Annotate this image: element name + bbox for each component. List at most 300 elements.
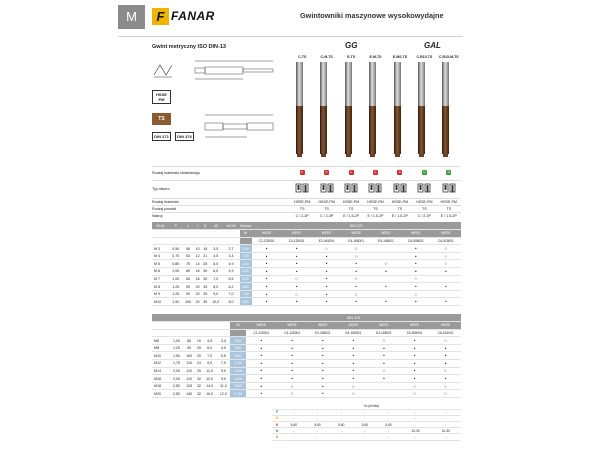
availability-mark: • [312,252,342,260]
vc-value: - [282,409,306,415]
availability-mark: • [341,268,371,276]
grade-label: WEEE [430,322,461,330]
cell-value: 15,50 [230,382,246,390]
cell-value: M 9 [152,290,169,298]
cell-value: TS [348,206,354,211]
availability-mark: • [341,260,371,268]
tool-tip [346,154,351,157]
material-icon: K [350,170,353,174]
availability-mark: • [252,290,282,298]
cell-value: 30 [203,276,208,281]
availability-mark: • [341,298,371,306]
tool-flute [345,106,352,154]
cell-value: 56 [182,245,193,253]
cell-value: 140 [183,390,195,398]
availability-mark: • [246,352,277,360]
availability-mark: • [399,367,430,375]
availability-mark [371,275,401,283]
availability-mark: ○ [369,367,400,375]
tool-shank [345,62,352,106]
cell-value: 16,0 [203,390,217,398]
grade-label: WEEE [338,322,369,330]
cell-value: 100 [182,298,193,306]
availability-mark: • [338,352,369,360]
cell-value: 19 [196,338,201,343]
grade-label: WEEE [369,322,400,330]
vc-value: - [431,422,461,428]
row-tool-mat: Rodzaj materiału HSSE-PM HSSE-PM HSSE-PM HSSE-PM HSSE-PM HSSE-PM HSSE-PM [152,198,461,204]
cell-value: 12,0 [217,390,231,398]
cell-value: 4,9 [222,268,239,276]
col-header: P [169,222,182,230]
availability-mark: ○ [431,252,461,260]
cell-value: 1,00 [169,268,182,276]
article-code: C2-125001 [246,329,277,337]
availability-mark: • [431,283,461,291]
cell-value: 8,0 [222,298,239,306]
article-code: E2-165001 [312,237,342,245]
tool-shank [296,62,303,106]
table-row [152,245,461,253]
availability-mark: • [399,344,430,352]
availability-mark: • [277,360,308,368]
cell-value: 6,00 [240,275,252,283]
vc-header: Vc (m/min) [282,403,461,409]
vc-value: 5-60 [282,422,306,428]
cell-value: E / 1.5-2P [391,213,408,218]
table-row [152,268,461,276]
cell-value: M16 [152,375,170,383]
availability-mark: • [252,275,282,283]
cell-value: M 6 [152,268,169,276]
availability-mark: • [312,268,342,276]
nr-label [230,329,246,337]
cell-value: 6,80 [230,344,246,352]
table-row [152,275,461,283]
table-row [152,382,461,390]
cell-value: 5,00 [230,337,246,345]
availability-mark: ○ [431,260,461,268]
vc-value: - [377,434,401,440]
cell-value: 7,80 [240,290,252,298]
availability-mark: • [312,298,342,306]
cell-value: 20 [195,299,200,304]
cell-value: 1,50 [169,298,182,306]
availability-mark: • [252,245,282,253]
cell-value: TS [422,206,427,211]
cell-value: 4,9 [222,260,239,268]
vc-value: - [282,428,306,434]
availability-mark: • [252,268,282,276]
availability-mark: • [312,275,342,283]
cell-value: TS [373,206,378,211]
availability-mark: • [252,298,282,306]
availability-mark: • [252,252,282,260]
article-code: E4-165001 [369,329,400,337]
availability-mark: ○ [277,390,308,398]
din371-drawing [195,61,273,79]
availability-mark: • [401,283,431,291]
cell-value: 6,0 [209,268,222,276]
nr-label: Nr [230,322,246,330]
availability-mark: • [312,260,342,268]
table-row [152,298,461,306]
cell-value: 3,4 [222,252,239,260]
norm-header: DIN 376 [246,314,461,322]
table-row [152,367,461,375]
cell-value: 2,00 [170,375,184,383]
grade-label: WEEE [312,230,342,238]
cutting-speed-table [272,403,461,441]
grade-label: WEEE [399,322,430,330]
vc-value: - [282,415,306,421]
row-chamfer: Nakroj C / 2-3P C / 2-3P E / 1.5-2P E / 1.5-2P E / 1.5-2P C / 2-3P E / 1.5-2P [152,212,461,218]
cell-value: HSSE-PM [391,199,409,204]
material-icon: K [325,170,328,174]
cell-value: M6 [152,337,170,345]
availability-mark [371,252,401,260]
availability-mark: • [308,390,339,398]
availability-mark: ○ [282,290,312,298]
availability-mark: ○ [338,382,369,390]
vc-value: - [400,415,430,421]
row-coating: Rodzaj powłoki TS TS TS TS TS TS TS [152,205,461,211]
cell-value: 2,00 [170,367,184,375]
cell-value: 2,50 [240,245,252,253]
cell-value: 32 [196,384,201,389]
col-header: l [194,222,202,230]
availability-mark: ○ [399,390,430,398]
cell-value: 7,0 [203,352,217,360]
availability-mark: • [338,344,369,352]
article-code: C4-125001 [282,237,312,245]
availability-mark: • [277,367,308,375]
cell-value: 30 [203,269,208,274]
cell-value: HSSE-PM [318,199,335,204]
cell-value: 0,50 [169,245,182,253]
material-group-letter: M [272,415,282,421]
tool-flute [320,106,327,154]
group-gal: GAL [424,41,441,50]
tool-code: C-R15-TS [416,55,433,59]
grade-label: WEEE [308,322,339,330]
availability-mark: ○ [430,390,461,398]
table-row [152,252,461,260]
availability-mark: ○ [369,337,400,345]
tool-image [296,62,303,156]
vc-value: 10-30 [431,428,461,434]
cell-value: 4,9 [217,344,231,352]
cell-value: 12,0 [203,375,217,383]
tool-tip [443,154,448,157]
cell-value: M20 [152,390,170,398]
availability-mark: • [308,344,339,352]
availability-mark: • [430,344,461,352]
col-header: d2 [209,222,222,230]
cell-value: 90 [183,344,195,352]
tool-shank [442,62,449,106]
cell-value: M 7 [152,275,169,283]
availability-mark: ○ [401,290,431,298]
vc-value: - [353,415,377,421]
availability-mark: ○ [371,260,401,268]
availability-mark: • [308,375,339,383]
availability-mark: • [282,268,312,276]
tool-codes [290,55,461,59]
availability-mark: • [246,390,277,398]
article-code: C6-515001 [430,329,461,337]
cell-value: M 4 [152,252,169,260]
cell-value: 21 [203,254,208,259]
availability-mark: • [312,290,342,298]
cell-value: 0,80 [169,260,182,268]
cell-value: 7,0 [222,290,239,298]
material-icon: K [374,170,377,174]
tool-shank [369,62,376,106]
cell-value: 80 [182,275,193,283]
availability-mark: ○ [431,245,461,253]
vc-value: - [282,434,306,440]
availability-mark: • [341,283,371,291]
grade-label: WEEE [371,230,401,238]
grade-label: WEEE [277,322,308,330]
tool-image [320,62,327,156]
cell-value: 7,0 [217,360,231,368]
grade-label: WEEE [431,230,461,238]
availability-mark: ○ [430,367,461,375]
section-letter: M [118,5,145,29]
hole-type-icon [295,183,309,193]
vc-value: - [400,422,430,428]
availability-mark: • [282,260,312,268]
availability-mark: • [246,360,277,368]
vc-value: - [431,409,461,415]
cell-value: 12,00 [230,367,246,375]
tool-flute [418,106,425,154]
din371-table [152,222,461,306]
cell-value: 1,25 [169,283,182,291]
availability-mark: • [399,352,430,360]
cell-value: 10,20 [230,360,246,368]
thread-profile-icon [154,65,172,77]
cell-value: 1,00 [169,275,182,283]
availability-mark: ○ [341,245,371,253]
cell-value: M10 [152,298,169,306]
availability-mark: • [308,352,339,360]
vc-value: - [353,409,377,415]
cell-value: 90 [182,290,193,298]
subtitle: Gwint metryczny ISO DIN-13 [152,44,226,50]
material-group-letter: N [272,428,282,434]
availability-mark: • [246,382,277,390]
vc-value: - [306,428,330,434]
availability-mark: ○ [430,337,461,345]
vc-value: - [431,434,461,440]
availability-mark: • [246,337,277,345]
cell-value: 80 [182,268,193,276]
availability-mark: • [399,337,430,345]
vc-value: - [431,415,461,421]
vc-value: - [329,409,353,415]
cell-value: 2,50 [170,390,184,398]
cell-value: 11,0 [203,367,217,375]
cell-value: 1,25 [170,344,184,352]
badge-ts: TS [152,113,171,125]
cell-value: M8 [152,344,170,352]
grade-label: WEEE [341,230,371,238]
grade-label: WEEE [252,230,282,238]
availability-mark: • [369,344,400,352]
col-header: M d1 [152,222,169,230]
cell-value: M14 [152,367,170,375]
tool-image [345,62,352,156]
table-row [152,283,461,291]
table-row [152,360,461,368]
vc-value: - [329,415,353,421]
cell-value: 110 [183,360,195,368]
availability-mark: ○ [401,275,431,283]
availability-mark [369,382,400,390]
cell-value: 14,0 [203,382,217,390]
article-code: C4-125001 [277,329,308,337]
tool-code: C-M-TS [320,55,333,59]
availability-mark: ○ [341,252,371,260]
article-code: C2-125001 [252,237,282,245]
availability-mark: • [277,375,308,383]
material-icon: K [301,170,304,174]
vc-value: - [306,434,330,440]
availability-mark: • [338,337,369,345]
vc-value: - [306,409,330,415]
cell-value: HSSE-PM [367,199,384,204]
cell-value: 4,5 [203,337,217,345]
vc-value: 5-60 [329,422,353,428]
cell-value: 9,0 [209,290,222,298]
cell-value: HSSE-PM [342,199,360,204]
fanar-logo-icon: F [152,8,169,25]
cell-value: 14 [195,261,200,266]
cell-value: 8,50 [240,298,252,306]
availability-mark: • [338,375,369,383]
tool-code: E-MS-TS [392,55,408,59]
tool-tip [321,154,326,157]
tool-image [442,62,449,156]
cell-value: HSSE-PM [440,199,457,204]
availability-mark: • [371,268,401,276]
badge-din376: DIN 376 [175,132,194,141]
availability-mark: • [338,360,369,368]
row-material: Rodzaj materiału obrabianego K K K K K N N [152,166,461,178]
vc-value: - [353,428,377,434]
cell-value: E / 1.5-2P [367,213,384,218]
cell-value: 35 [203,292,208,297]
cell-value: 17,50 [230,390,246,398]
material-group-letter: K [272,422,282,428]
brand-logo [152,5,222,27]
tool-code: E-M-TS [369,55,382,59]
table-row [152,390,461,398]
availability-mark: ○ [341,275,371,283]
col-header: L [182,222,193,230]
availability-mark: ○ [282,275,312,283]
col-header: Norma [240,222,252,230]
cell-value: 5,00 [240,268,252,276]
availability-mark: • [282,245,312,253]
cell-value: 1,75 [170,360,184,368]
availability-mark [371,245,401,253]
hole-type-icon [393,183,407,193]
article-code: E4-165001 [338,329,369,337]
cell-value: 90 [182,283,193,291]
cell-value: 110 [183,367,195,375]
tool-shank [320,62,327,106]
vc-value: - [377,415,401,421]
availability-mark: • [369,352,400,360]
vc-value: - [377,409,401,415]
cell-value: 20 [195,292,200,297]
tool-tip [395,154,400,157]
material-group-letter: S [272,434,282,440]
availability-mark: • [277,352,308,360]
article-code: C6-505001 [399,329,430,337]
article-code: E4-165001 [341,237,371,245]
cell-value: 3,5 [209,245,222,253]
col-header [152,314,246,322]
page-header [0,0,600,36]
availability-mark: ○ [312,245,342,253]
cell-value: TS [397,206,403,211]
availability-mark: • [308,337,339,345]
material-icon: K [398,170,401,174]
cell-value: E / 1.5-2P [440,213,457,218]
cell-value: 16 [195,269,200,274]
vc-value: - [329,428,353,434]
availability-mark: • [431,298,461,306]
cell-value: C / 2-3P [295,213,309,218]
cell-value: 5,5 [222,275,239,283]
availability-mark: • [277,337,308,345]
availability-mark: • [371,283,401,291]
availability-mark: • [401,252,431,260]
cell-value: 18 [203,246,208,251]
availability-mark [431,275,461,283]
availability-mark: • [401,298,431,306]
cell-value: 10 [195,246,200,251]
cell-value: 100 [183,352,195,360]
brand-name: FANAR [171,9,215,23]
group-gg: GG [345,41,358,50]
table-row [152,375,461,383]
availability-mark: • [282,298,312,306]
cell-value: 8,50 [230,352,246,360]
cell-value: 6,0 [209,260,222,268]
cell-value: 20 [196,346,201,351]
cell-value: 24 [196,361,201,366]
cell-value: 12 [195,254,200,259]
vc-value: 5-60 [353,422,377,428]
table-row [152,344,461,352]
vc-value: - [353,434,377,440]
vc-value: - [306,415,330,421]
availability-mark: • [369,360,400,368]
cell-value: TS [446,206,452,211]
cell-value: 6,0 [203,344,217,352]
availability-mark: • [282,252,312,260]
material-icon: N [447,170,450,174]
tool-shank [394,62,401,106]
tool-flute [442,106,449,154]
cell-value: 9,0 [217,375,231,383]
